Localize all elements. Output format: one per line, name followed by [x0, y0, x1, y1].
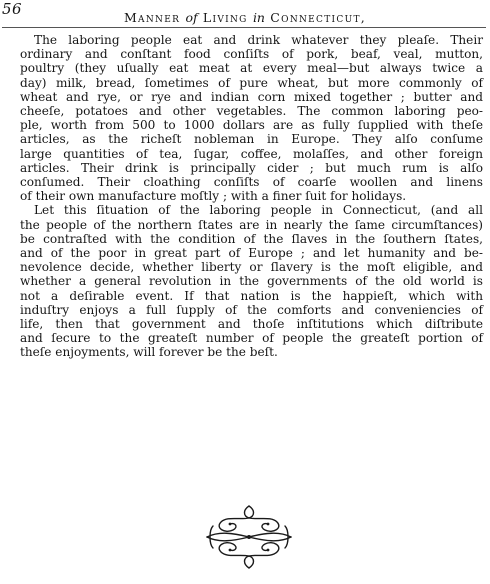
header-word-connecticut: Connecticut,: [270, 10, 367, 25]
text-line: induſtry enjoys a full ſupply of the comforts and conveniencies of: [20, 302, 483, 317]
paragraph-comparison: [20, 203, 483, 359]
text-line: and ſecure to the greateſt number of people the greateſt portion of: [20, 331, 483, 346]
text-line: articles. Their drink is principally cider ; but much rum is alſo: [20, 160, 483, 175]
text-line: cheeſe, potatoes and other vegetables. The common laboring peo-: [20, 104, 483, 119]
text-line: nevolence decide, whether liberty or ſlavery is the moſt eligible, and: [20, 260, 483, 275]
text-line: Let this ſituation of the laboring people in Connecticut, (and all: [34, 203, 483, 218]
decorative-ornament-icon: [199, 502, 299, 572]
header-rule: [2, 27, 486, 28]
body-text: [20, 33, 483, 360]
text-line: life, then that government and thoſe inſtitutions which diſtribute: [20, 317, 483, 332]
text-line: whether a general revolution in the governments of the old world is: [20, 274, 483, 289]
text-line: conſumed. Their cloathing conſiſts of coarſe woollen and linens: [20, 175, 483, 190]
header-word-in: in: [252, 10, 265, 25]
text-line: and of the poor in great part of Europe ; and let humanity and be-: [20, 246, 483, 261]
text-line: day) milk, bread, ſometimes of pure wheat, but more commonly of: [20, 75, 483, 90]
text-line: wheat and rye, or rye and indian corn mixed together ; butter and: [20, 89, 483, 104]
text-line: of their own manufacture moſtly ; with a finer ſuit for holidays.: [20, 189, 407, 204]
text-line: ple, worth from 500 to 1000 dollars are as fully ſupplied with theſe: [20, 118, 483, 133]
text-line: theſe enjoyments, will forever be the beſt.: [20, 345, 278, 360]
running-header: [0, 10, 490, 25]
text-line: ordinary and conſtant food conſiſts of pork, beaf, veal, mutton,: [20, 47, 483, 62]
text-line: not a deſirable event. If that nation is the happieſt, which with: [20, 288, 483, 303]
text-line: articles, as the richeſt nobleman in Europe. They alſo conſume: [20, 132, 483, 147]
text-line: be contraſted with the condition of the ſlaves in the ſouthern ſtates,: [20, 231, 483, 246]
header-word-living: Living: [202, 10, 248, 25]
text-line: the people of the northern ſtates are in nearly the ſame circumſtances): [20, 217, 483, 232]
paragraph-diet: [20, 33, 483, 203]
text-line: The laboring people eat and drink whatever they pleaſe. Their: [34, 33, 483, 47]
header-word-manner: Manner: [123, 10, 181, 25]
text-line: poultry (they uſually eat meat at every meal—but always twice a: [20, 61, 483, 76]
header-word-of: of: [185, 10, 198, 25]
page-number: 56: [2, 0, 23, 18]
text-line: large quantities of tea, ſugar, coffee, molaſſes, and other foreign: [20, 146, 483, 161]
